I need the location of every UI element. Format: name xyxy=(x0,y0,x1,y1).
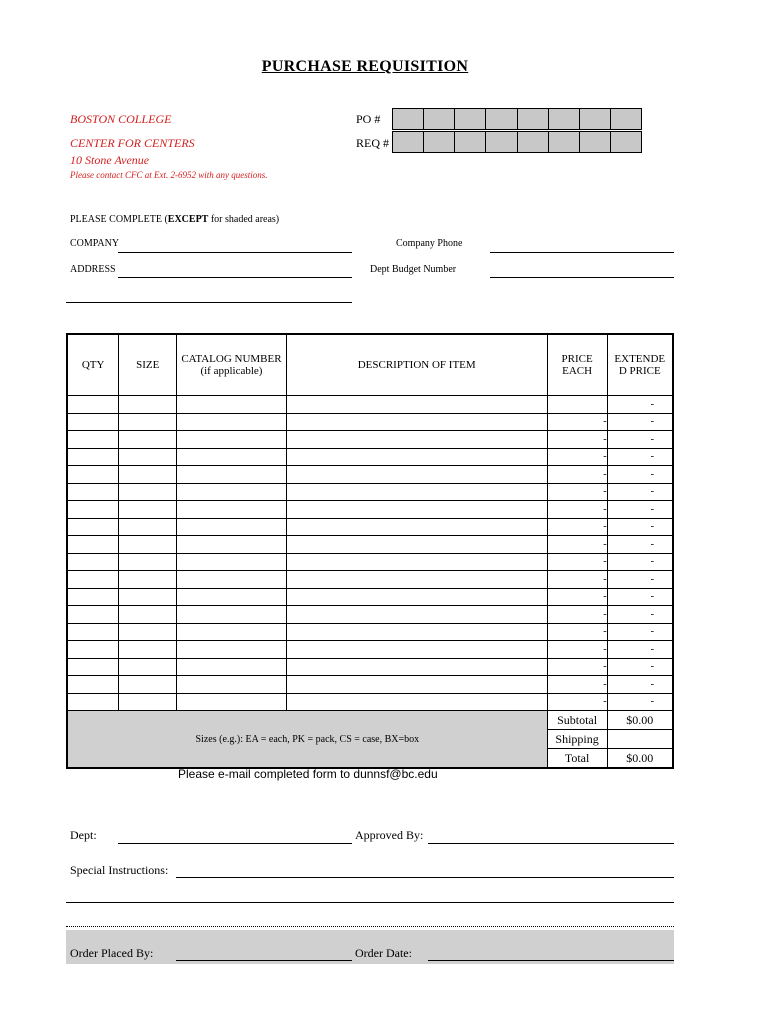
subtotal-value: $0.00 xyxy=(607,711,673,730)
req-number-field[interactable] xyxy=(392,131,642,153)
qty-cell[interactable] xyxy=(67,588,119,606)
description-cell[interactable] xyxy=(286,588,547,606)
catalog-cell[interactable] xyxy=(177,413,287,431)
company-label: COMPANY xyxy=(70,238,120,249)
catalog-cell[interactable] xyxy=(177,588,287,606)
extended-price-cell[interactable]: - xyxy=(607,658,673,676)
header-extended-price: EXTENDE D PRICE xyxy=(607,334,673,396)
size-cell[interactable] xyxy=(119,483,177,501)
qty-cell[interactable] xyxy=(67,483,119,501)
qty-cell[interactable] xyxy=(67,431,119,449)
size-cell[interactable] xyxy=(119,676,177,694)
table-row xyxy=(67,693,673,711)
catalog-cell[interactable] xyxy=(177,518,287,536)
dept-label: Dept: xyxy=(70,828,97,842)
catalog-cell[interactable] xyxy=(177,553,287,571)
po-label: PO # xyxy=(356,112,381,126)
catalog-cell[interactable] xyxy=(177,483,287,501)
size-cell[interactable] xyxy=(119,431,177,449)
address-field-line2[interactable] xyxy=(66,302,352,303)
header-catalog: CATALOG NUMBER (if applicable) xyxy=(177,334,287,396)
extended-price-cell[interactable]: - xyxy=(607,553,673,571)
address-label: ADDRESS xyxy=(70,264,116,275)
size-cell[interactable] xyxy=(119,413,177,431)
special-field-line2[interactable] xyxy=(66,902,674,903)
extended-price-cell[interactable]: - xyxy=(607,641,673,659)
size-cell[interactable] xyxy=(119,588,177,606)
price-each-cell[interactable]: - xyxy=(547,553,607,571)
size-cell[interactable] xyxy=(119,553,177,571)
complete-instructions: PLEASE COMPLETE (EXCEPT for shaded areas) xyxy=(70,214,280,225)
req-label: REQ # xyxy=(356,136,389,150)
table-row xyxy=(67,466,673,484)
qty-cell[interactable] xyxy=(67,553,119,571)
email-note: Please e-mail completed form to dunnsf@bc.edu xyxy=(178,767,438,781)
qty-cell[interactable] xyxy=(67,693,119,711)
table-row xyxy=(67,536,673,554)
po-number-field[interactable] xyxy=(392,108,642,130)
description-cell[interactable] xyxy=(286,658,547,676)
description-cell[interactable] xyxy=(286,693,547,711)
qty-cell[interactable] xyxy=(67,571,119,589)
extended-price-cell[interactable]: - xyxy=(607,518,673,536)
shipping-label: Shipping xyxy=(547,730,607,749)
divider xyxy=(66,926,674,927)
table-row xyxy=(67,413,673,431)
size-cell[interactable] xyxy=(119,448,177,466)
price-each-cell[interactable]: - xyxy=(547,693,607,711)
table-row xyxy=(67,501,673,519)
table-row xyxy=(67,518,673,536)
dept-budget-label: Dept Budget Number xyxy=(370,264,457,275)
header-qty: QTY xyxy=(67,334,119,396)
price-each-cell[interactable]: - xyxy=(547,658,607,676)
table-row xyxy=(67,623,673,641)
extended-price-cell[interactable]: - xyxy=(607,676,673,694)
company-phone-label: Company Phone xyxy=(396,238,463,249)
price-each-cell[interactable]: - xyxy=(547,641,607,659)
description-cell[interactable] xyxy=(286,413,547,431)
size-cell[interactable] xyxy=(119,518,177,536)
sizes-note: Sizes (e.g.): EA = each, PK = pack, CS = case, BX=box xyxy=(67,711,547,769)
total-label: Total xyxy=(547,749,607,769)
company-phone-field[interactable] xyxy=(490,252,674,253)
catalog-cell[interactable] xyxy=(177,431,287,449)
table-row xyxy=(67,676,673,694)
table-row xyxy=(67,553,673,571)
size-cell[interactable] xyxy=(119,501,177,519)
dept-budget-field[interactable] xyxy=(490,277,674,278)
description-cell[interactable] xyxy=(286,676,547,694)
extended-price-cell[interactable]: - xyxy=(607,413,673,431)
size-cell[interactable] xyxy=(119,658,177,676)
price-each-cell[interactable]: - xyxy=(547,448,607,466)
description-cell[interactable] xyxy=(286,396,547,414)
size-cell[interactable] xyxy=(119,693,177,711)
description-cell[interactable] xyxy=(286,448,547,466)
description-cell[interactable] xyxy=(286,606,547,624)
items-table xyxy=(66,333,674,769)
catalog-cell[interactable] xyxy=(177,571,287,589)
subtotal-label: Subtotal xyxy=(547,711,607,730)
description-cell[interactable] xyxy=(286,431,547,449)
description-cell[interactable] xyxy=(286,641,547,659)
price-each-cell[interactable]: - xyxy=(547,606,607,624)
table-row xyxy=(67,431,673,449)
qty-cell[interactable] xyxy=(67,623,119,641)
qty-cell[interactable] xyxy=(67,606,119,624)
price-each-cell[interactable]: - xyxy=(547,466,607,484)
extended-price-cell[interactable]: - xyxy=(607,571,673,589)
catalog-cell[interactable] xyxy=(177,641,287,659)
size-cell[interactable] xyxy=(119,536,177,554)
qty-cell[interactable] xyxy=(67,676,119,694)
size-cell[interactable] xyxy=(119,396,177,414)
approved-label: Approved By: xyxy=(355,828,424,842)
table-row xyxy=(67,448,673,466)
description-cell[interactable] xyxy=(286,518,547,536)
qty-cell[interactable] xyxy=(67,536,119,554)
qty-cell[interactable] xyxy=(67,413,119,431)
extended-price-cell[interactable]: - xyxy=(607,501,673,519)
table-row xyxy=(67,658,673,676)
extended-price-cell[interactable]: - xyxy=(607,431,673,449)
org-name: BOSTON COLLEGE xyxy=(70,112,172,126)
description-cell[interactable] xyxy=(286,501,547,519)
description-cell[interactable] xyxy=(286,553,547,571)
price-each-cell[interactable]: - xyxy=(547,588,607,606)
price-each-cell[interactable]: - xyxy=(547,623,607,641)
special-field[interactable] xyxy=(176,877,674,878)
table-row xyxy=(67,588,673,606)
table-row xyxy=(67,641,673,659)
org-address: 10 Stone Avenue xyxy=(70,153,150,167)
catalog-cell[interactable] xyxy=(177,623,287,641)
catalog-cell[interactable] xyxy=(177,676,287,694)
qty-cell[interactable] xyxy=(67,501,119,519)
approved-field[interactable] xyxy=(428,843,674,844)
size-cell[interactable] xyxy=(119,466,177,484)
extended-price-cell[interactable]: - xyxy=(607,448,673,466)
size-cell[interactable] xyxy=(119,641,177,659)
catalog-cell[interactable] xyxy=(177,501,287,519)
special-label: Special Instructions: xyxy=(70,863,169,877)
price-each-cell[interactable]: - xyxy=(547,676,607,694)
price-each-cell[interactable]: - xyxy=(547,483,607,501)
qty-cell[interactable] xyxy=(67,641,119,659)
address-field[interactable] xyxy=(118,277,352,278)
shipping-value[interactable] xyxy=(607,730,673,749)
catalog-cell[interactable] xyxy=(177,606,287,624)
extended-price-cell[interactable]: - xyxy=(607,466,673,484)
size-cell[interactable] xyxy=(119,606,177,624)
description-cell[interactable] xyxy=(286,536,547,554)
table-row xyxy=(67,606,673,624)
catalog-cell[interactable] xyxy=(177,536,287,554)
qty-cell[interactable] xyxy=(67,518,119,536)
catalog-cell[interactable] xyxy=(177,448,287,466)
org-dept: CENTER FOR CENTERS xyxy=(70,136,195,150)
order-date-label: Order Date: xyxy=(355,946,412,960)
order-date-field[interactable] xyxy=(428,960,674,961)
extended-price-cell[interactable]: - xyxy=(607,536,673,554)
size-cell[interactable] xyxy=(119,571,177,589)
header-size: SIZE xyxy=(119,334,177,396)
catalog-cell[interactable] xyxy=(177,693,287,711)
table-row xyxy=(67,483,673,501)
qty-cell[interactable] xyxy=(67,396,119,414)
company-field[interactable] xyxy=(118,252,352,253)
catalog-cell[interactable] xyxy=(177,396,287,414)
price-each-cell[interactable]: - xyxy=(547,413,607,431)
price-each-cell[interactable]: - xyxy=(547,518,607,536)
qty-cell[interactable] xyxy=(67,466,119,484)
price-each-cell[interactable]: - xyxy=(547,536,607,554)
catalog-cell[interactable] xyxy=(177,658,287,676)
total-value: $0.00 xyxy=(607,749,673,769)
org-contact: Please contact CFC at Ext. 2-6952 with any questions. xyxy=(70,170,268,180)
extended-price-cell[interactable]: - xyxy=(607,606,673,624)
extended-price-cell[interactable]: - xyxy=(607,396,673,414)
page-title: PURCHASE REQUISITION xyxy=(261,58,469,75)
extended-price-cell[interactable]: - xyxy=(607,693,673,711)
description-cell[interactable] xyxy=(286,623,547,641)
dept-field[interactable] xyxy=(118,843,352,844)
price-each-cell[interactable] xyxy=(547,396,607,414)
size-cell[interactable] xyxy=(119,623,177,641)
price-each-cell[interactable]: - xyxy=(547,501,607,519)
price-each-cell[interactable]: - xyxy=(547,431,607,449)
table-row xyxy=(67,396,673,414)
qty-cell[interactable] xyxy=(67,448,119,466)
extended-price-cell[interactable]: - xyxy=(607,623,673,641)
catalog-cell[interactable] xyxy=(177,466,287,484)
price-each-cell[interactable]: - xyxy=(547,571,607,589)
description-cell[interactable] xyxy=(286,483,547,501)
header-description: DESCRIPTION OF ITEM xyxy=(286,334,547,396)
order-placed-field[interactable] xyxy=(176,960,352,961)
qty-cell[interactable] xyxy=(67,658,119,676)
table-row xyxy=(67,571,673,589)
extended-price-cell[interactable]: - xyxy=(607,483,673,501)
extended-price-cell[interactable]: - xyxy=(607,588,673,606)
order-placed-label: Order Placed By: xyxy=(70,946,154,960)
header-price-each: PRICE EACH xyxy=(547,334,607,396)
description-cell[interactable] xyxy=(286,571,547,589)
description-cell[interactable] xyxy=(286,466,547,484)
